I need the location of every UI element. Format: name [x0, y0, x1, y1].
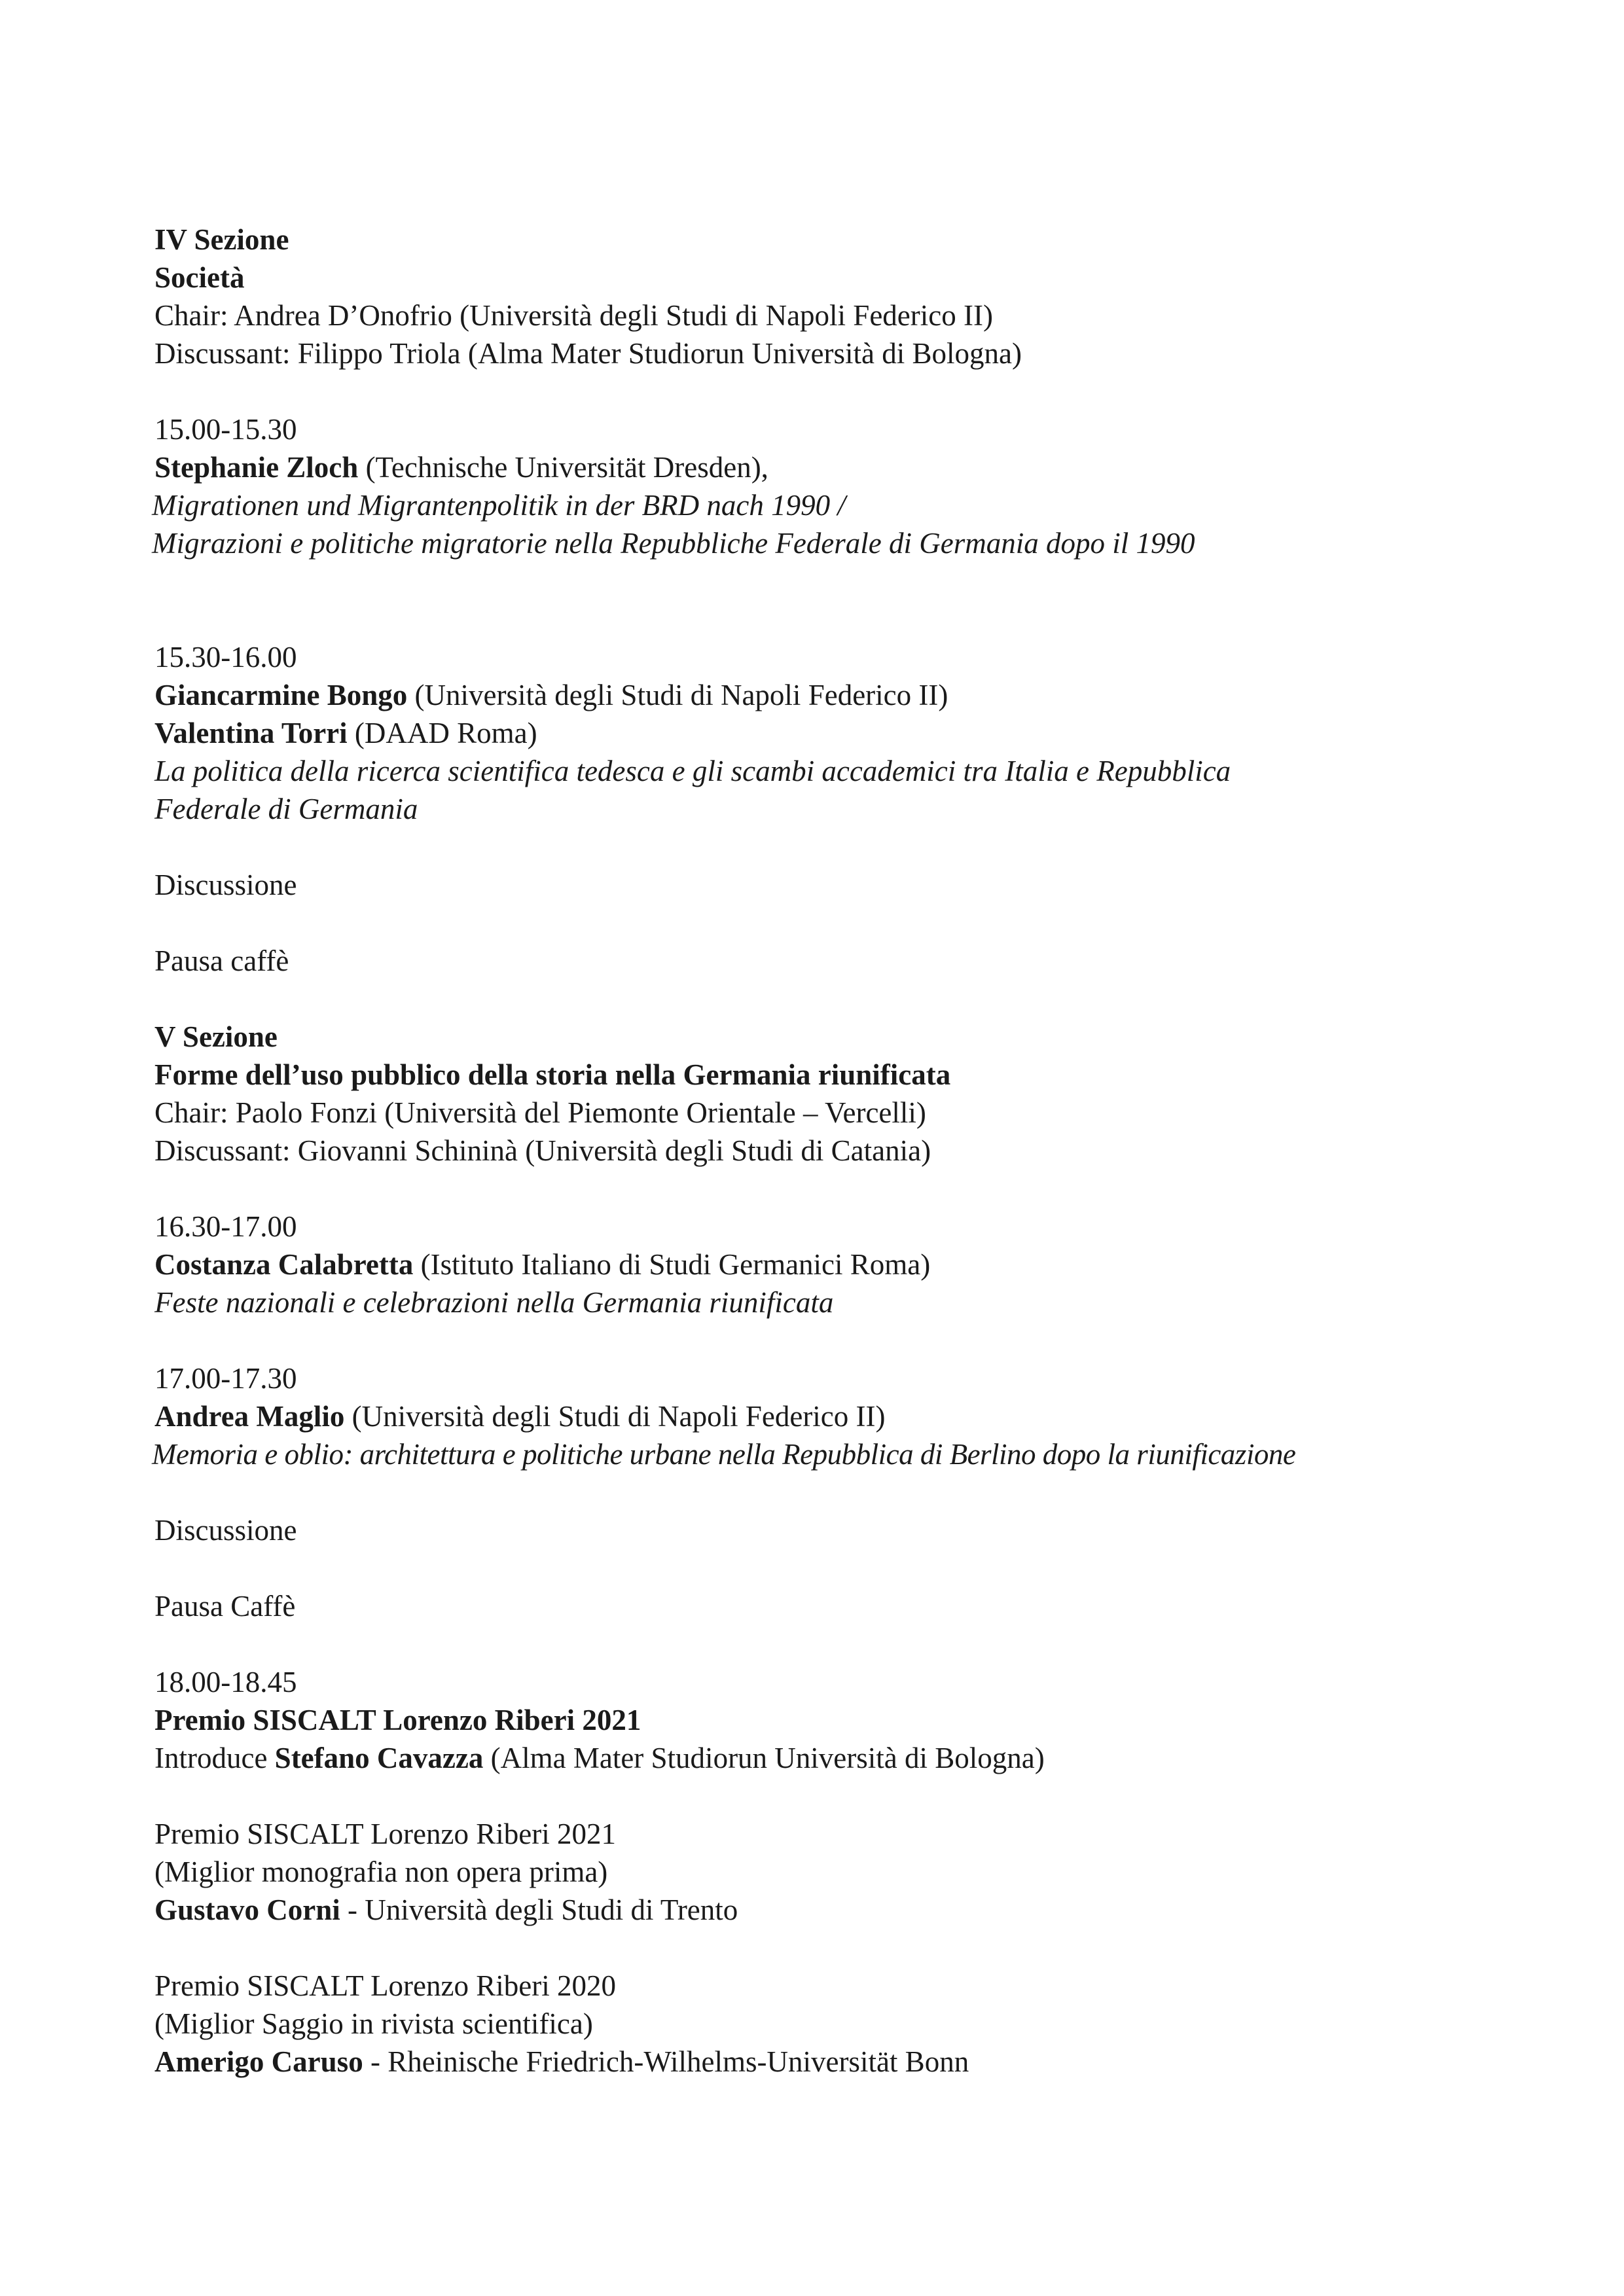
intro-affiliation: (Alma Mater Studiorun Università di Bologna) — [483, 1742, 1045, 1774]
section-5-discussant: Discussant: Giovanni Schininà (Università degli Studi di Catania) — [154, 1134, 931, 1167]
prize-title: Premio SISCALT Lorenzo Riberi 2021 — [154, 1704, 641, 1736]
section-5-heading: V Sezione — [154, 1020, 278, 1053]
award-winner-line — [154, 2043, 969, 2081]
speaker-affiliation: (DAAD Roma) — [347, 717, 537, 749]
speaker-affiliation: (Università degli Studi di Napoli Federico II) — [407, 679, 948, 711]
speaker-line — [154, 1397, 885, 1435]
award-affiliation: - Università degli Studi di Trento — [340, 1893, 738, 1926]
talk-title: Memoria e oblio: architettura e politiche urbane nella Repubblica di Berlino dopo la riunificazione — [152, 1438, 1296, 1471]
award-title: Premio SISCALT Lorenzo Riberi 2021 — [154, 1818, 616, 1850]
speaker-name: Stephanie Zloch — [154, 451, 359, 484]
intro-name: Stefano Cavazza — [274, 1742, 484, 1774]
speaker-affiliation: (Technische Universität Dresden), — [358, 451, 768, 484]
speaker-line — [154, 676, 948, 714]
talk-title: Feste nazionali e celebrazioni nella Germania riunificata — [154, 1286, 834, 1319]
prize-intro — [154, 1739, 1045, 1777]
intro-prefix: Introduce — [154, 1742, 275, 1774]
speaker-name: Valentina Torri — [154, 717, 348, 749]
section-5-chair: Chair: Paolo Fonzi (Università del Piemonte Orientale – Vercelli) — [154, 1096, 926, 1129]
break-label: Pausa Caffè — [154, 1590, 296, 1623]
speaker-line — [154, 448, 768, 486]
section-4-theme: Società — [154, 261, 245, 294]
discussion-label: Discussione — [154, 869, 297, 901]
section-4-heading: IV Sezione — [154, 223, 289, 256]
talk-title: Federale di Germania — [154, 793, 418, 825]
speaker-name: Giancarmine Bongo — [154, 679, 408, 711]
talk-title: La politica della ricerca scientifica tedesca e gli scambi accademici tra Italia e Repubblica — [154, 755, 1231, 787]
speaker-line — [154, 714, 537, 752]
speaker-name: Costanza Calabretta — [154, 1248, 414, 1281]
speaker-name: Andrea Maglio — [154, 1400, 345, 1433]
discussion-label: Discussione — [154, 1514, 297, 1547]
speaker-affiliation: (Università degli Studi di Napoli Federico II) — [344, 1400, 886, 1433]
speaker-affiliation: (Istituto Italiano di Studi Germanici Roma) — [413, 1248, 931, 1281]
award-title: Premio SISCALT Lorenzo Riberi 2020 — [154, 1969, 616, 2002]
award-category: (Miglior monografia non opera prima) — [154, 1856, 608, 1888]
award-winner: Gustavo Corni — [154, 1893, 340, 1926]
section-4-chair: Chair: Andrea D’Onofrio (Università degli Studi di Napoli Federico II) — [154, 299, 993, 332]
talk-title: Migrazioni e politiche migratorie nella Repubbliche Federale di Germania dopo il 1990 — [152, 527, 1195, 560]
talk-time: 16.30-17.00 — [154, 1210, 297, 1243]
award-winner-line — [154, 1891, 738, 1929]
award-category: (Miglior Saggio in rivista scientifica) — [154, 2007, 593, 2040]
section-5-theme: Forme dell’uso pubblico della storia nella Germania riunificata — [154, 1058, 951, 1091]
break-label: Pausa caffè — [154, 944, 289, 977]
award-affiliation: - Rheinische Friedrich-Wilhelms-Universität Bonn — [363, 2045, 969, 2078]
section-4-discussant: Discussant: Filippo Triola (Alma Mater Studiorun Università di Bologna) — [154, 337, 1022, 370]
talk-time: 15.30-16.00 — [154, 641, 297, 673]
award-winner: Amerigo Caruso — [154, 2045, 363, 2078]
talk-title: Migrationen und Migrantenpolitik in der BRD nach 1990 / — [152, 489, 846, 522]
talk-time: 15.00-15.30 — [154, 413, 297, 446]
talk-time: 17.00-17.30 — [154, 1362, 297, 1395]
prize-time: 18.00-18.45 — [154, 1666, 297, 1698]
speaker-line — [154, 1246, 930, 1283]
